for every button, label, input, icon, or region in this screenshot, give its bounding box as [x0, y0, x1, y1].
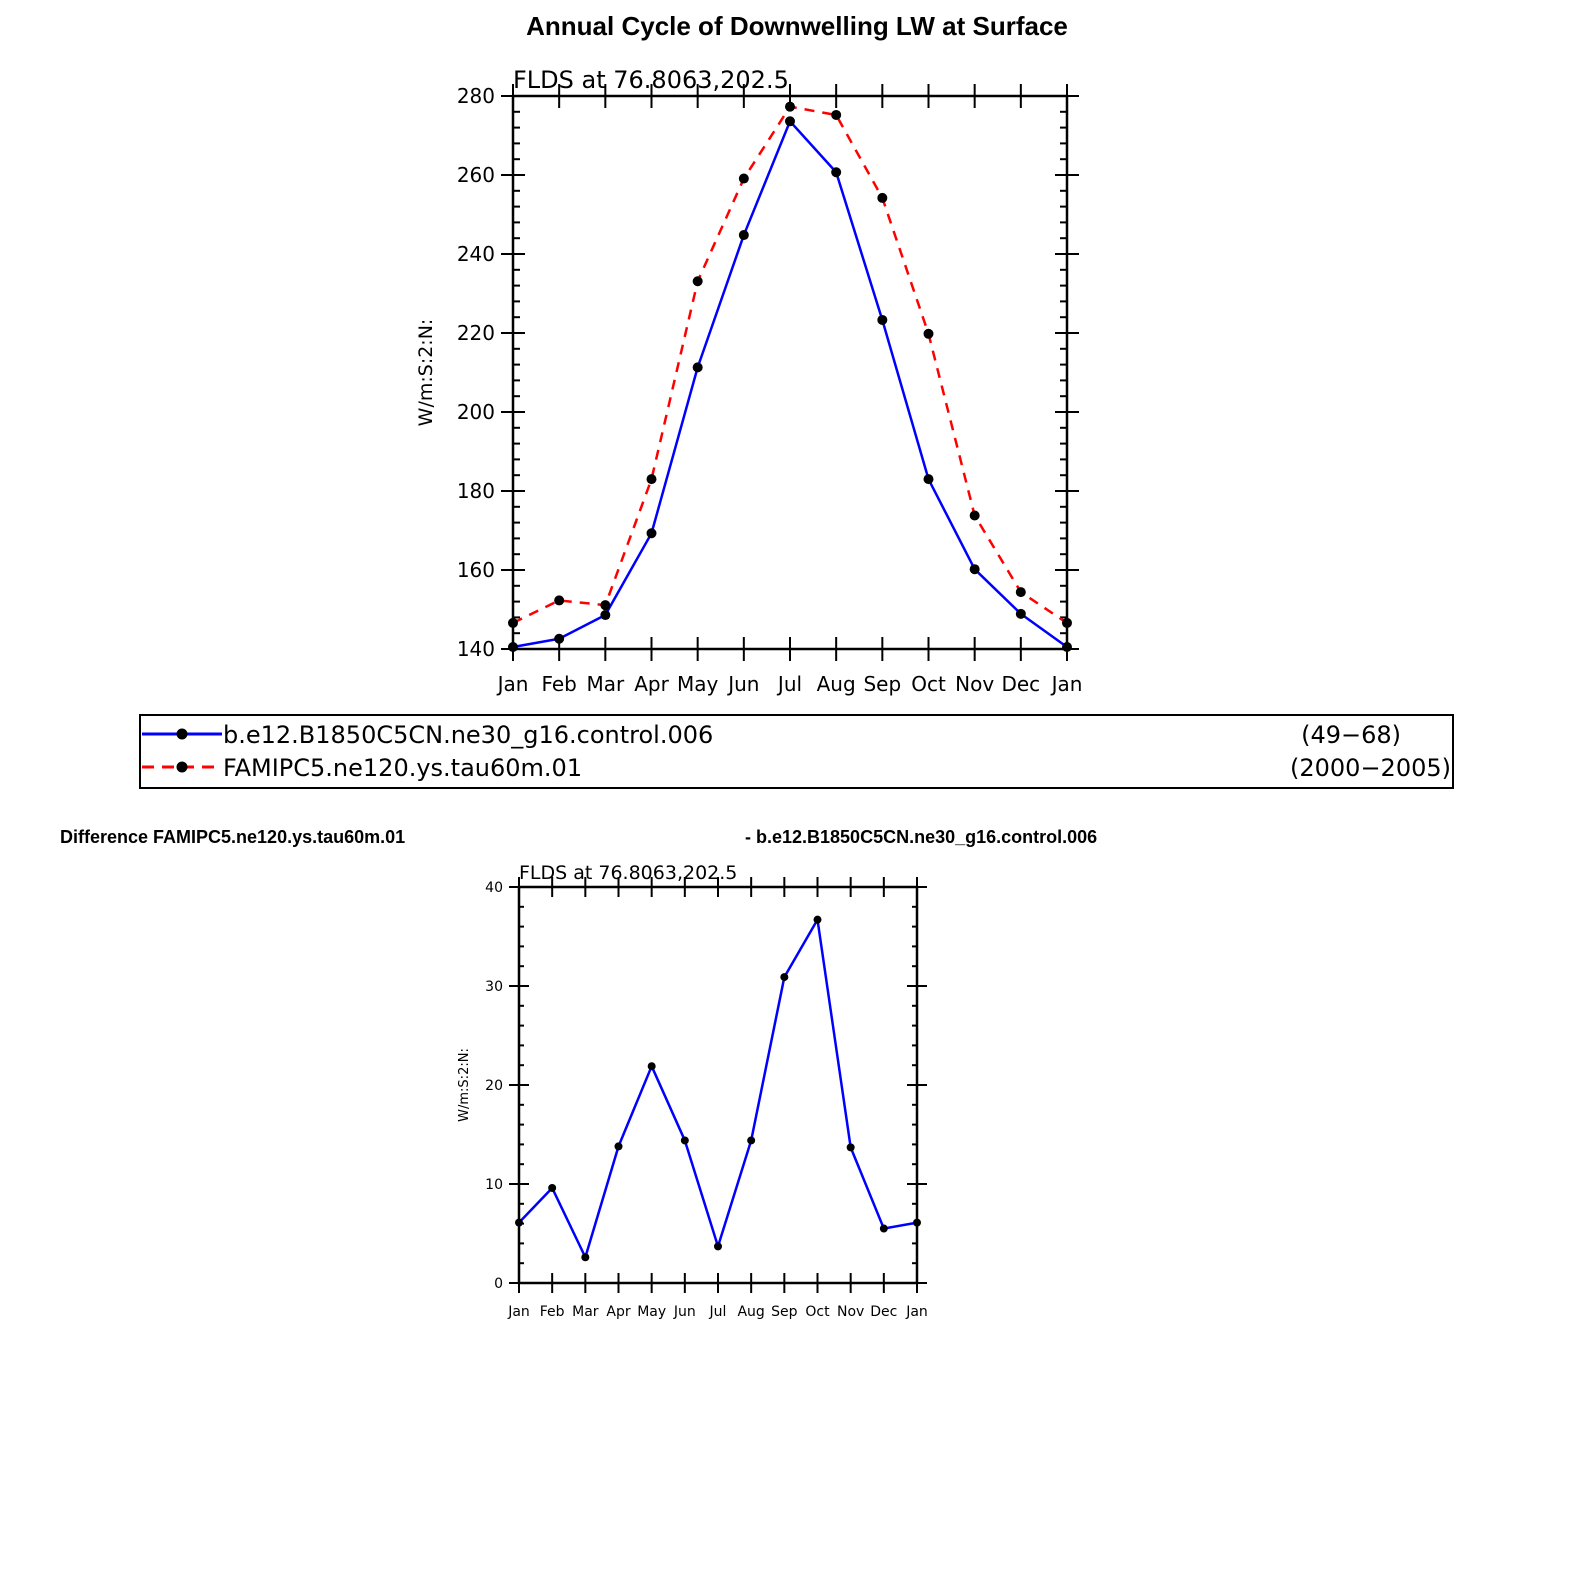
plot-frame	[519, 887, 917, 1283]
data-point	[739, 174, 749, 184]
y-tick-label: 20	[485, 1078, 503, 1095]
x-tick-label: Jun	[673, 1304, 696, 1320]
series-line-2	[513, 107, 1067, 623]
series-line-1	[519, 920, 917, 1258]
data-point	[924, 474, 934, 484]
x-tick-label: May	[637, 1304, 667, 1320]
legend-marker-1	[177, 729, 188, 740]
chart-subtitle: FLDS at 76.8063,202.5	[519, 862, 738, 884]
y-tick-label: 40	[485, 880, 503, 897]
data-point	[780, 973, 788, 981]
data-point	[508, 618, 518, 628]
x-tick-label: Dec	[870, 1304, 898, 1320]
data-point	[847, 1143, 855, 1151]
x-tick-label: Aug	[816, 672, 856, 696]
plot-frame	[513, 96, 1067, 649]
y-tick-label: 10	[485, 1177, 503, 1194]
data-point	[880, 1225, 888, 1233]
x-tick-label: Jul	[777, 672, 803, 696]
x-tick-label: Jan	[1051, 672, 1083, 696]
data-point	[747, 1136, 755, 1144]
x-tick-label: Feb	[541, 672, 577, 696]
x-tick-label: Nov	[837, 1304, 865, 1320]
data-point	[785, 116, 795, 126]
data-point	[554, 595, 564, 605]
x-tick-label: Feb	[539, 1304, 565, 1320]
main-title: Annual Cycle of Downwelling LW at Surface	[526, 11, 1068, 41]
y-tick-label: 0	[494, 1276, 503, 1293]
data-point	[693, 276, 703, 286]
x-tick-label: Apr	[634, 672, 669, 696]
data-point	[714, 1242, 722, 1250]
data-point	[1062, 642, 1072, 652]
data-point	[600, 610, 610, 620]
x-tick-label: Oct	[805, 1304, 830, 1320]
data-point	[515, 1219, 523, 1227]
data-point	[600, 600, 610, 610]
y-tick-label: 240	[456, 242, 495, 267]
data-point	[648, 1062, 656, 1070]
data-point	[924, 329, 934, 339]
y-tick-label: 220	[456, 321, 495, 346]
x-tick-label: Aug	[737, 1304, 765, 1320]
data-point	[1016, 587, 1026, 597]
data-point	[831, 167, 841, 177]
x-tick-label: Mar	[572, 1304, 599, 1320]
x-tick-label: Sep	[863, 672, 902, 696]
series-line-1	[513, 121, 1067, 647]
data-point	[814, 916, 822, 924]
y-tick-label: 180	[456, 479, 495, 504]
data-point	[739, 230, 749, 240]
data-point	[548, 1184, 556, 1192]
chart-subtitle: FLDS at 76.8063,202.5	[513, 66, 789, 94]
x-tick-label: Nov	[955, 672, 995, 696]
y-tick-label: 30	[485, 979, 503, 996]
data-point	[970, 510, 980, 520]
data-point	[970, 564, 980, 574]
x-tick-label: Jan	[906, 1304, 928, 1320]
data-point	[831, 110, 841, 120]
x-tick-label: Mar	[586, 672, 625, 696]
x-tick-label: Apr	[606, 1304, 631, 1320]
data-point	[1016, 609, 1026, 619]
legend-label-2: FAMIPC5.ne120.ys.tau60m.01	[223, 754, 583, 782]
y-tick-label: 280	[456, 84, 495, 109]
data-point	[877, 315, 887, 325]
x-tick-label: May	[676, 672, 719, 696]
data-point	[681, 1136, 689, 1144]
y-tick-label: 260	[456, 163, 495, 188]
data-point	[647, 528, 657, 538]
x-tick-label: Jul	[709, 1304, 727, 1320]
data-point	[785, 102, 795, 112]
x-tick-label: Dec	[1001, 672, 1041, 696]
data-point	[877, 193, 887, 203]
difference-chart	[457, 862, 928, 1320]
data-point	[615, 1142, 623, 1150]
data-point	[554, 634, 564, 644]
y-tick-label: 200	[456, 400, 495, 425]
x-tick-label: Jan	[508, 1304, 530, 1320]
y-tick-label: 160	[456, 558, 495, 583]
legend-label-1: b.e12.B1850C5CN.ne30_g16.control.006	[223, 721, 714, 749]
data-point	[913, 1219, 921, 1227]
top-chart	[415, 66, 1082, 696]
diff-title-right: - b.e12.B1850C5CN.ne30_g16.control.006	[745, 827, 1098, 847]
data-point	[508, 642, 518, 652]
y-tick-label: 140	[456, 637, 495, 662]
legend-years-1: (49−68)	[1301, 721, 1401, 749]
legend-marker-2	[177, 762, 188, 773]
data-point	[581, 1253, 589, 1261]
diff-title-left: Difference FAMIPC5.ne120.ys.tau60m.01	[60, 827, 406, 847]
x-tick-label: Jun	[728, 672, 760, 696]
x-tick-label: Oct	[911, 672, 946, 696]
y-axis-label: W/m:S:2:N:	[457, 1048, 472, 1122]
data-point	[1062, 618, 1072, 628]
y-axis-label: W/m:S:2:N:	[415, 318, 437, 427]
legend	[140, 715, 1453, 788]
data-point	[693, 362, 703, 372]
data-point	[647, 474, 657, 484]
legend-years-2: (2000−2005)	[1290, 754, 1451, 782]
x-tick-label: Jan	[497, 672, 529, 696]
x-tick-label: Sep	[771, 1304, 798, 1320]
